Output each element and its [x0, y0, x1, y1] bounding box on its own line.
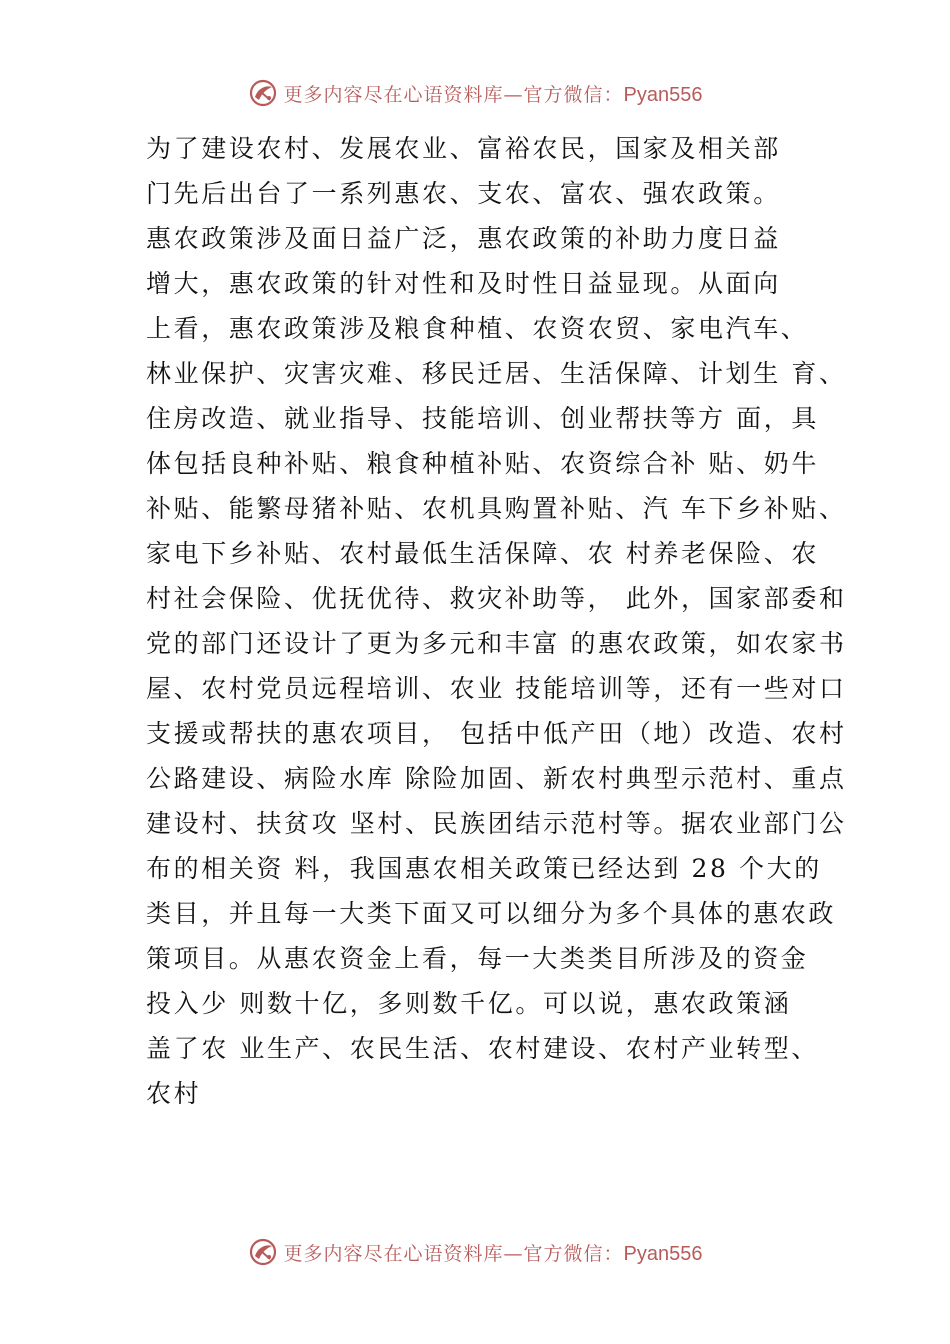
header-wechat-id: Pyan556: [623, 83, 703, 106]
body-text-line: 上看，惠农政策涉及粮食种植、农资农贸、家电汽车、: [146, 314, 809, 343]
body-text-line: 体包括良种补贴、粮食种植补贴、农资综合补 贴、奶牛: [146, 449, 819, 478]
brand-logo-icon: [248, 1237, 278, 1267]
body-text-line: 增大，惠农政策的针对性和及时性日益显现。从面向: [146, 269, 781, 298]
body-text-line: 屋、农村党员远程培训、农业 技能培训等，还有一些对口: [146, 674, 847, 703]
body-text-line: 村社会保险、优抚优待、救灾补助等， 此外，国家部委和: [146, 584, 847, 613]
footer-banner-text: [284, 1239, 703, 1266]
body-text-line: 投入少 则数十亿，多则数千亿。可以说，惠农政策涵: [146, 989, 792, 1018]
footer-banner: [0, 1232, 950, 1272]
brand-logo-icon: [248, 78, 278, 108]
header-banner: [0, 73, 950, 113]
body-text-line: 党的部门还设计了更为多元和丰富 的惠农政策，如农家书: [146, 629, 847, 658]
body-text-line: 策项目。从惠农资金上看，每一大类类目所涉及的资金: [146, 944, 809, 973]
body-text-line: 惠农政策涉及面日益广泛，惠农政策的补助力度日益: [146, 224, 781, 253]
body-text-line: 为了建设农村、发展农业、富裕农民，国家及相关部: [146, 134, 781, 163]
footer-slogan: 更多内容尽在心语资料库—官方微信：: [283, 1242, 624, 1265]
document-body: [146, 126, 846, 1116]
body-text-line: 补贴、能繁母猪补贴、农机具购置补贴、汽 车下乡补贴、: [146, 494, 847, 523]
body-text-line: 盖了农 业生产、农民生活、农村建设、农村产业转型、: [146, 1034, 819, 1063]
body-text-line: 门先后出台了一系列惠农、支农、富农、强农政策。: [146, 179, 781, 208]
header-slogan: 更多内容尽在心语资料库—官方微信：: [283, 83, 624, 106]
header-banner-text: [284, 80, 703, 107]
body-text-line: 公路建设、病险水库 除险加固、新农村典型示范村、重点: [146, 764, 847, 793]
body-text-line: 支援或帮扶的惠农项目， 包括中低产田（地）改造、农村: [146, 719, 847, 748]
body-text-line: 建设村、扶贫攻 坚村、民族团结示范村等。据农业部门公: [146, 809, 847, 838]
body-text-line: 家电下乡补贴、农村最低生活保障、农 村养老保险、农: [146, 539, 819, 568]
footer-wechat-id: Pyan556: [623, 1242, 703, 1265]
body-text-line: 类目，并且每一大类下面又可以细分为多个具体的惠农政: [146, 899, 837, 928]
body-text-line: 布的相关资 料，我国惠农相关政策已经达到 28 个大的: [146, 854, 822, 883]
body-text-line: 住房改造、就业指导、技能培训、创业帮扶等方 面，具: [146, 404, 819, 433]
body-text-line: 农村: [146, 1079, 202, 1108]
body-text-line: 林业保护、灾害灾难、移民迁居、生活保障、计划生 育、: [146, 359, 847, 388]
